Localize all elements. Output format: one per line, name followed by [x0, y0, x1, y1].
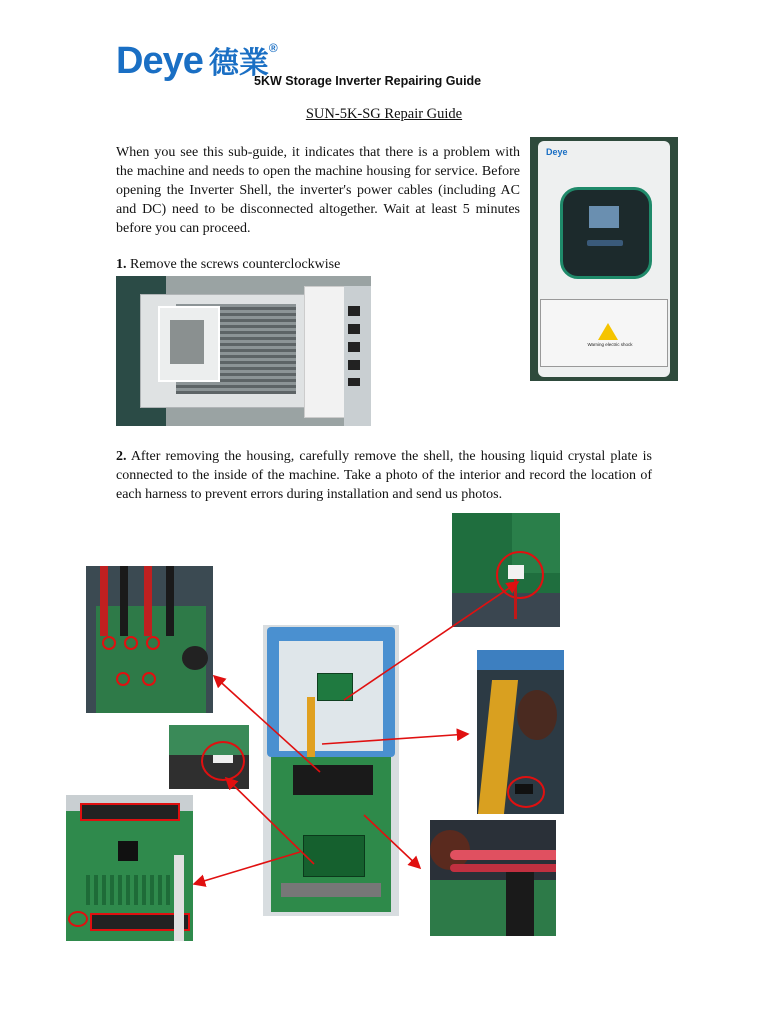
step1-text: Remove the screws counterclockwise — [126, 257, 341, 272]
logo-cn: 德業 — [208, 46, 269, 81]
arrow-to-ribbon-cable — [322, 734, 468, 744]
inverter-brand: Deye — [546, 147, 568, 157]
logo-text: Deye — [116, 40, 203, 82]
arrow-to-control-board — [194, 852, 300, 884]
page-title: SUN-5K-SG Repair Guide — [305, 106, 463, 122]
arrow-to-harness — [364, 815, 420, 868]
warning-label: Warning electric shock — [587, 342, 633, 347]
intro-paragraph: When you see this sub-guide, it indicates that there is a problem with the machine and needs to open the machine housing for service. Before opening the Inverter Shell, the inverter's power cables (including AC and DC) need to be disconnected altogether. Wait at least 5 minutes before you can proceed. — [116, 145, 520, 236]
arrow-to-connector — [226, 778, 314, 864]
logo-reg: ® — [268, 41, 277, 55]
step1-number: 1. — [116, 257, 127, 272]
arrow-to-terminals — [214, 676, 320, 772]
step2-number: 2. — [116, 449, 127, 464]
step2-text: After removing the housing, carefully remove the shell, the housing liquid crystal plate is connected to the inside of the machine. Take a photo of the interior and record the location of each harness to prevent errors during installation and send us photos. — [116, 449, 652, 502]
guide-header-title: 5KW Storage Inverter Repairing Guide — [254, 74, 482, 88]
arrow-to-lcd-connector — [344, 582, 518, 700]
